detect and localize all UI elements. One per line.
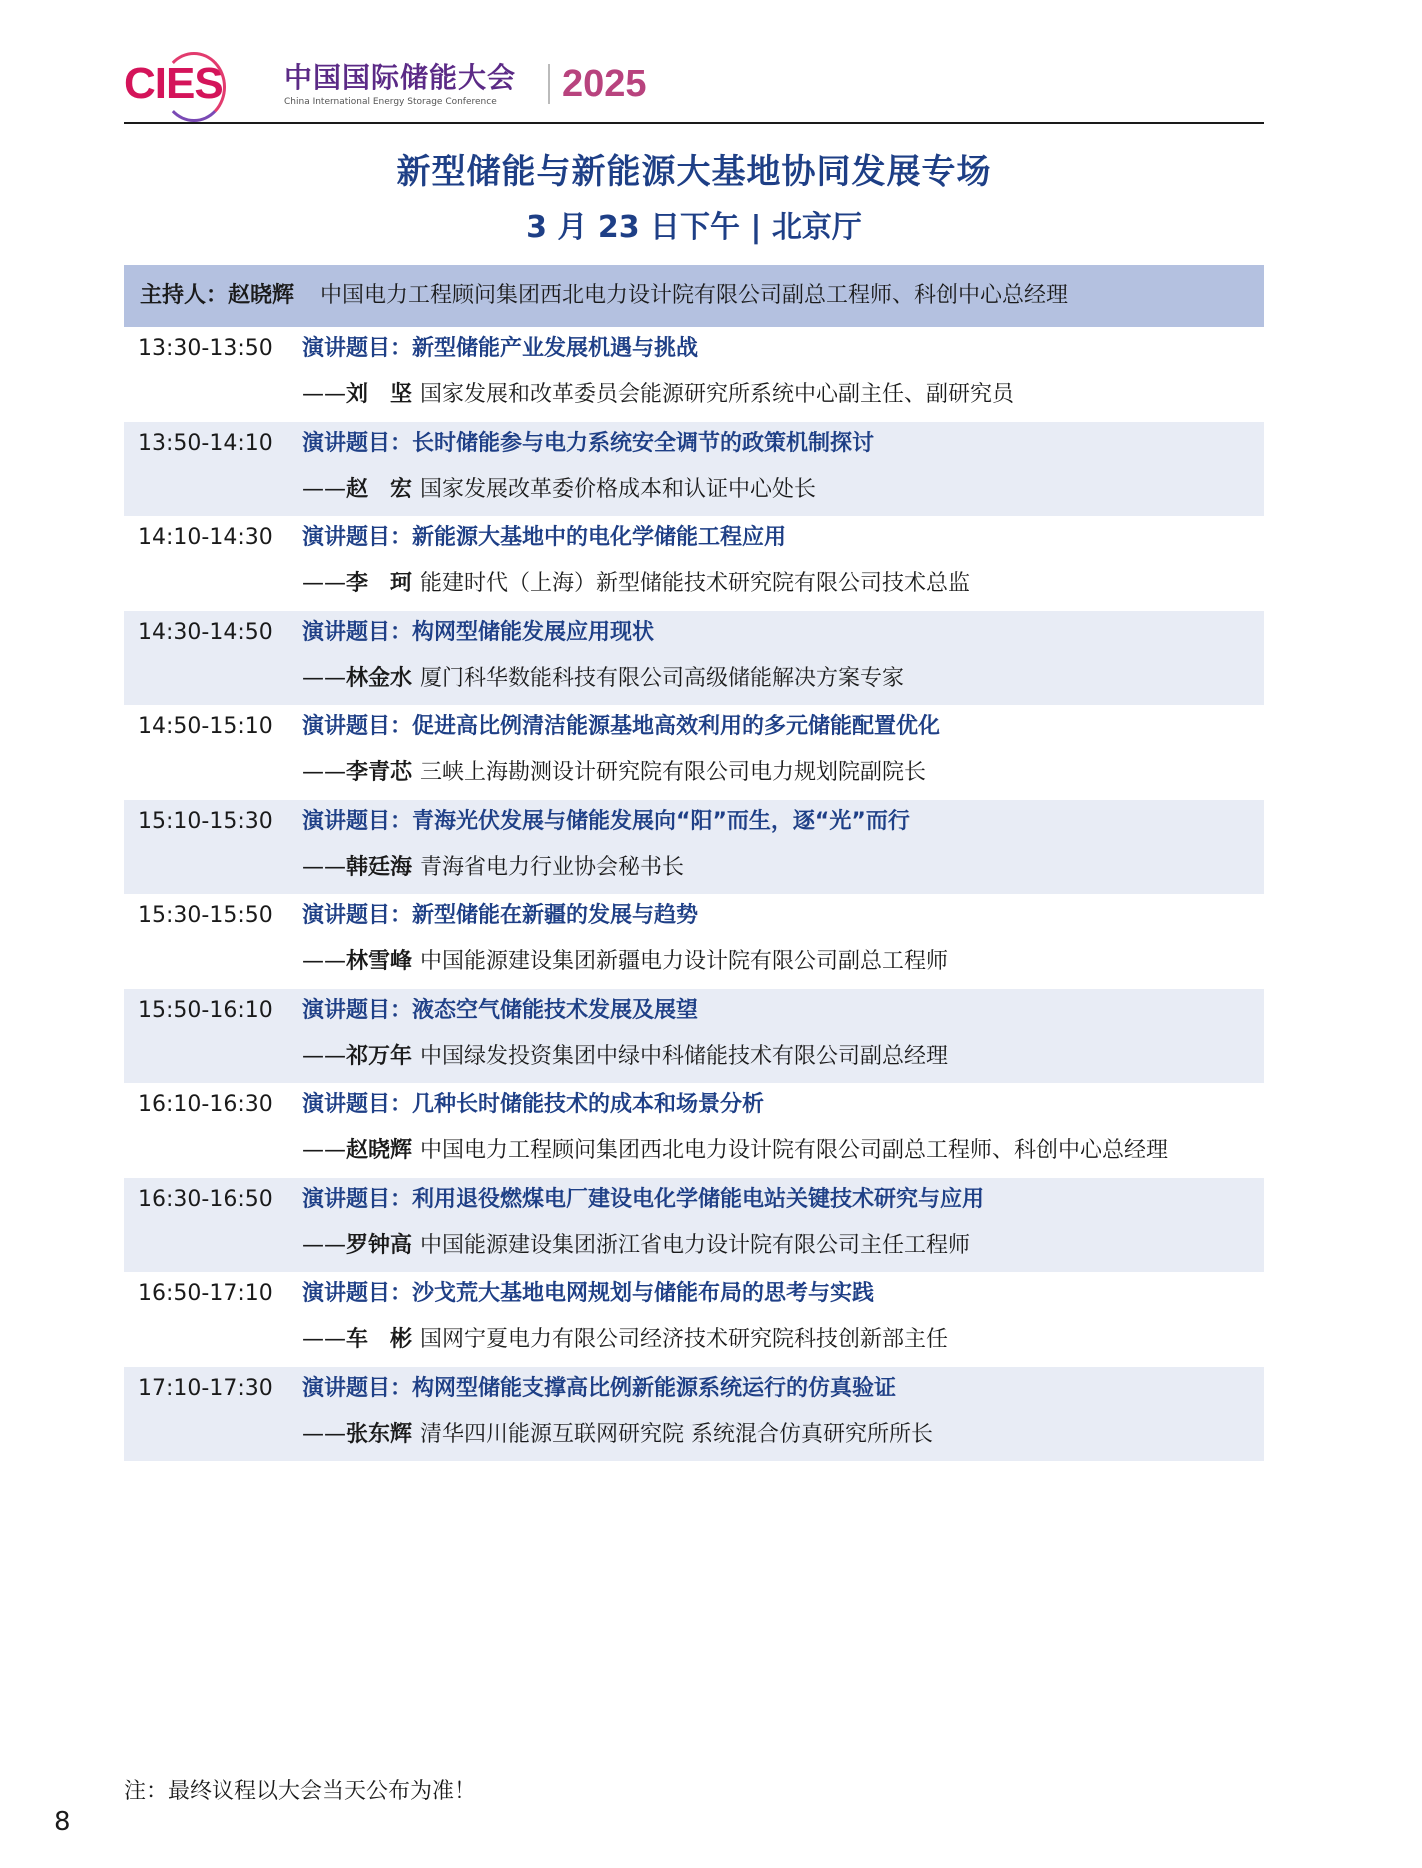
agenda-table	[124, 327, 1264, 1461]
speaker-name: 赵晓辉	[346, 1138, 413, 1163]
logo-cn: 中国国际储能大会	[284, 61, 517, 94]
agenda-row	[124, 1083, 1264, 1178]
session-topic: 演讲题目：新型储能在新疆的发展与趋势	[302, 903, 699, 928]
session-topic: 演讲题目：构网型储能发展应用现状	[302, 619, 655, 645]
speaker-dash: ——	[302, 665, 346, 691]
speaker-dash: ——	[302, 382, 346, 407]
speaker-dash: ——	[302, 760, 346, 785]
session-time: 14:50-15:10	[138, 714, 273, 739]
agenda-row	[124, 1272, 1264, 1367]
session-topic: 演讲题目：青海光伏发展与储能发展向“阳”而生，逐“光”而行	[302, 808, 910, 834]
logo-en: China International Energy Storage Conference	[284, 97, 497, 107]
session-topic: 演讲题目：利用退役燃煤电厂建设电化学储能电站关键技术研究与应用	[302, 1186, 985, 1212]
page-number: 8	[54, 1807, 71, 1837]
speaker-affiliation: 青海省电力行业协会秘书长	[420, 854, 685, 880]
session-topic: 演讲题目：构网型储能支撑高比例新能源系统运行的仿真验证	[302, 1375, 897, 1401]
session-speaker-line	[302, 566, 970, 602]
logo-mark: CIES	[124, 59, 223, 108]
agenda-row	[124, 1178, 1264, 1273]
session-speaker-line	[302, 1133, 1168, 1169]
speaker-dash: ——	[302, 1138, 346, 1163]
speaker-dash: ——	[302, 854, 346, 880]
session-topic: 演讲题目：促进高比例清洁能源基地高效利用的多元储能配置优化	[302, 714, 941, 739]
agenda-row	[124, 989, 1264, 1084]
speaker-affiliation: 能建时代（上海）新型储能技术研究院有限公司技术总监	[420, 571, 971, 596]
speaker-affiliation: 中国电力工程顾问集团西北电力设计院有限公司副总工程师、科创中心总经理	[420, 1138, 1169, 1163]
speaker-name: 张东辉	[346, 1421, 413, 1447]
speaker-dash: ——	[302, 476, 346, 502]
speaker-affiliation: 中国能源建设集团新疆电力设计院有限公司副总工程师	[420, 949, 949, 974]
session-speaker-line	[302, 661, 904, 697]
speaker-name: 李青芯	[346, 760, 413, 785]
speaker-affiliation: 国家发展改革委价格成本和认证中心处长	[420, 476, 817, 502]
page-title: 新型储能与新能源大基地协同发展专场	[396, 152, 992, 192]
speaker-affiliation: 三峡上海勘测设计研究院有限公司电力规划院副院长	[420, 760, 927, 785]
speaker-dash: ——	[302, 949, 346, 974]
logo-year: 2025	[562, 63, 647, 105]
speaker-name: 韩廷海	[346, 854, 413, 880]
session-time: 17:10-17:30	[138, 1375, 273, 1401]
host-bar	[124, 265, 1264, 327]
session-topic: 演讲题目：新型储能产业发展机遇与挑战	[302, 336, 699, 361]
speaker-affiliation: 中国绿发投资集团中绿中科储能技术有限公司副总经理	[420, 1043, 949, 1069]
session-time: 14:30-14:50	[138, 619, 273, 645]
agenda-row	[124, 422, 1264, 517]
speaker-affiliation: 国家发展和改革委员会能源研究所系统中心副主任、副研究员	[420, 382, 1015, 407]
session-speaker-line	[302, 944, 948, 980]
logo-text	[284, 62, 516, 108]
session-speaker-line	[302, 1322, 948, 1358]
session-speaker-line	[302, 1039, 948, 1075]
speaker-name: 赵 宏	[346, 476, 413, 502]
session-speaker-line	[302, 377, 1014, 413]
session-topic: 演讲题目：几种长时储能技术的成本和场景分析	[302, 1092, 765, 1117]
speaker-affiliation: 中国能源建设集团浙江省电力设计院有限公司主任工程师	[420, 1232, 971, 1258]
speaker-name: 刘 坚	[346, 382, 413, 407]
session-time: 13:50-14:10	[138, 430, 273, 456]
speaker-name: 祁万年	[346, 1043, 413, 1069]
session-time: 16:10-16:30	[138, 1092, 273, 1117]
agenda-row	[124, 800, 1264, 895]
speaker-dash: ——	[302, 1421, 346, 1447]
session-topic: 演讲题目：液态空气储能技术发展及展望	[302, 997, 699, 1023]
speaker-dash: ——	[302, 1327, 346, 1352]
logo-separator	[548, 64, 550, 104]
header-rule	[124, 122, 1264, 124]
speaker-name: 李 珂	[346, 571, 413, 596]
agenda-row	[124, 516, 1264, 611]
speaker-name: 林雪峰	[346, 949, 413, 974]
session-speaker-line	[302, 1228, 970, 1264]
logo-ring-icon	[162, 52, 226, 122]
session-speaker-line	[302, 850, 684, 886]
session-topic: 演讲题目：新能源大基地中的电化学储能工程应用	[302, 525, 787, 550]
session-speaker-line	[302, 1417, 933, 1453]
agenda-row	[124, 611, 1264, 706]
session-time: 13:30-13:50	[138, 336, 273, 361]
session-topic: 演讲题目：长时储能参与电力系统安全调节的政策机制探讨	[302, 430, 875, 456]
session-time: 16:50-17:10	[138, 1281, 273, 1306]
agenda-row	[124, 894, 1264, 989]
speaker-dash: ——	[302, 1232, 346, 1258]
session-topic: 演讲题目：沙戈荒大基地电网规划与储能布局的思考与实践	[302, 1281, 875, 1306]
speaker-dash: ——	[302, 571, 346, 596]
speaker-name: 车 彬	[346, 1327, 413, 1352]
agenda-row	[124, 1367, 1264, 1462]
page-header	[124, 52, 1264, 118]
session-time: 16:30-16:50	[138, 1186, 273, 1212]
session-time: 15:30-15:50	[138, 903, 273, 928]
session-speaker-line	[302, 755, 926, 791]
session-time: 14:10-14:30	[138, 525, 273, 550]
agenda-row	[124, 327, 1264, 422]
session-time: 15:10-15:30	[138, 808, 273, 834]
speaker-affiliation: 清华四川能源互联网研究院 系统混合仿真研究所所长	[420, 1421, 934, 1447]
speaker-name: 林金水	[346, 665, 413, 691]
page-subtitle: 3 月 23 日下午 | 北京厅	[526, 210, 862, 245]
session-time: 15:50-16:10	[138, 997, 273, 1023]
session-speaker-line	[302, 472, 816, 508]
host-label: 主持人：赵晓辉	[140, 283, 295, 308]
footer-note: 注：最终议程以大会当天公布为准！	[124, 1779, 477, 1804]
speaker-affiliation: 厦门科华数能科技有限公司高级储能解决方案专家	[420, 665, 905, 691]
speaker-name: 罗钟高	[346, 1232, 413, 1258]
agenda-row	[124, 705, 1264, 800]
speaker-dash: ——	[302, 1043, 346, 1069]
host-affiliation: 中国电力工程顾问集团西北电力设计院有限公司副总工程师、科创中心总经理	[320, 283, 1069, 308]
speaker-affiliation: 国网宁夏电力有限公司经济技术研究院科技创新部主任	[420, 1327, 949, 1352]
